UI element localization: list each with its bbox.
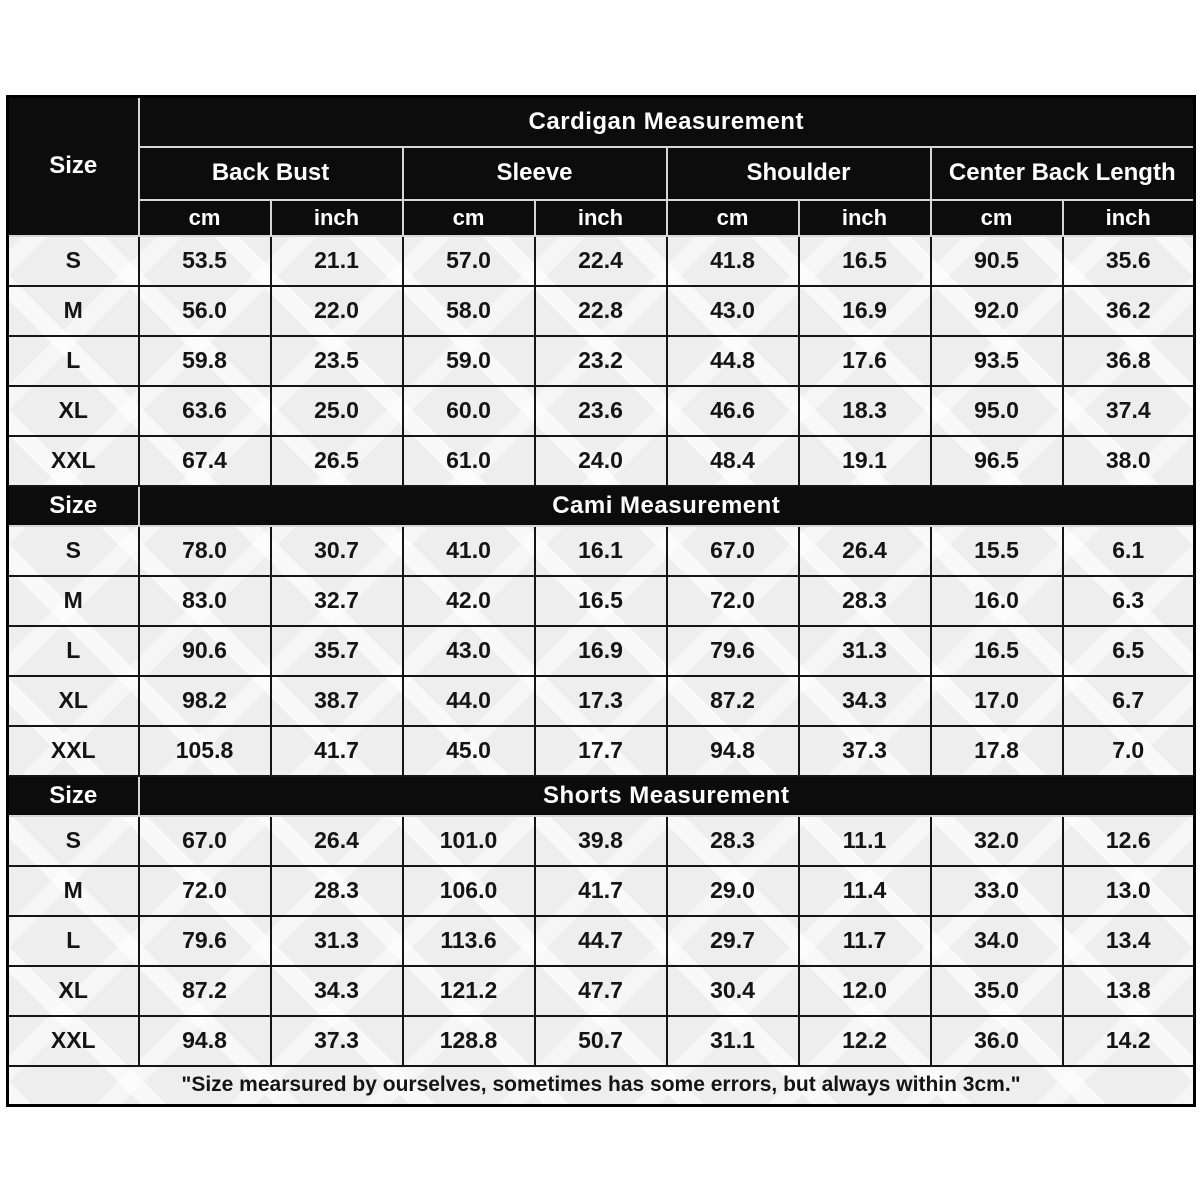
unit-header-cm: cm xyxy=(931,200,1063,236)
unit-header-cm: cm xyxy=(667,200,799,236)
value-cell: 29.7 xyxy=(667,916,799,966)
value-cell: 11.7 xyxy=(799,916,931,966)
value-cell: 67.0 xyxy=(667,526,799,576)
value-cell: 19.1 xyxy=(799,436,931,486)
value-cell: 30.7 xyxy=(271,526,403,576)
row-size-cell: M xyxy=(8,866,139,916)
value-cell: 79.6 xyxy=(667,626,799,676)
size-column-header: Size xyxy=(8,486,139,526)
value-cell: 72.0 xyxy=(139,866,271,916)
value-cell: 6.5 xyxy=(1063,626,1195,676)
value-cell: 36.2 xyxy=(1063,286,1195,336)
footnote-row xyxy=(8,1066,1195,1106)
row-size-cell: XL xyxy=(8,386,139,436)
value-cell: 58.0 xyxy=(403,286,535,336)
value-cell: 24.0 xyxy=(535,436,667,486)
value-cell: 94.8 xyxy=(667,726,799,776)
value-cell: 94.8 xyxy=(139,1016,271,1066)
value-cell: 60.0 xyxy=(403,386,535,436)
value-cell: 67.4 xyxy=(139,436,271,486)
row-size-cell: S xyxy=(8,236,139,286)
value-cell: 12.2 xyxy=(799,1016,931,1066)
value-cell: 12.0 xyxy=(799,966,931,1016)
table-row xyxy=(8,866,1195,916)
value-cell: 101.0 xyxy=(403,816,535,866)
value-cell: 67.0 xyxy=(139,816,271,866)
column-header-center-back-length: Center Back Length xyxy=(931,147,1195,200)
header-row-groups xyxy=(8,147,1195,200)
value-cell: 53.5 xyxy=(139,236,271,286)
value-cell: 16.5 xyxy=(931,626,1063,676)
value-cell: 26.4 xyxy=(799,526,931,576)
value-cell: 44.8 xyxy=(667,336,799,386)
value-cell: 33.0 xyxy=(931,866,1063,916)
table-row xyxy=(8,336,1195,386)
value-cell: 38.7 xyxy=(271,676,403,726)
row-size-cell: XXL xyxy=(8,436,139,486)
value-cell: 79.6 xyxy=(139,916,271,966)
section-title: Cami Measurement xyxy=(139,486,1195,526)
value-cell: 98.2 xyxy=(139,676,271,726)
size-column-header: Size xyxy=(8,97,139,236)
table-row xyxy=(8,676,1195,726)
table-row xyxy=(8,576,1195,626)
table-row xyxy=(8,916,1195,966)
table-row xyxy=(8,966,1195,1016)
unit-header-cm: cm xyxy=(139,200,271,236)
value-cell: 45.0 xyxy=(403,726,535,776)
value-cell: 72.0 xyxy=(667,576,799,626)
column-header-shoulder: Shoulder xyxy=(667,147,931,200)
table-row xyxy=(8,236,1195,286)
value-cell: 32.7 xyxy=(271,576,403,626)
value-cell: 50.7 xyxy=(535,1016,667,1066)
value-cell: 13.8 xyxy=(1063,966,1195,1016)
value-cell: 59.8 xyxy=(139,336,271,386)
value-cell: 22.8 xyxy=(535,286,667,336)
section-header-row xyxy=(8,486,1195,526)
table-row xyxy=(8,626,1195,676)
value-cell: 6.1 xyxy=(1063,526,1195,576)
value-cell: 39.8 xyxy=(535,816,667,866)
value-cell: 43.0 xyxy=(403,626,535,676)
value-cell: 106.0 xyxy=(403,866,535,916)
value-cell: 83.0 xyxy=(139,576,271,626)
value-cell: 37.3 xyxy=(271,1016,403,1066)
value-cell: 43.0 xyxy=(667,286,799,336)
value-cell: 34.0 xyxy=(931,916,1063,966)
value-cell: 21.1 xyxy=(271,236,403,286)
row-size-cell: XXL xyxy=(8,726,139,776)
size-column-header: Size xyxy=(8,776,139,816)
value-cell: 47.7 xyxy=(535,966,667,1016)
value-cell: 31.3 xyxy=(271,916,403,966)
value-cell: 35.7 xyxy=(271,626,403,676)
row-size-cell: S xyxy=(8,526,139,576)
value-cell: 13.0 xyxy=(1063,866,1195,916)
value-cell: 25.0 xyxy=(271,386,403,436)
unit-header-inch: inch xyxy=(799,200,931,236)
value-cell: 12.6 xyxy=(1063,816,1195,866)
value-cell: 96.5 xyxy=(931,436,1063,486)
value-cell: 63.6 xyxy=(139,386,271,436)
value-cell: 23.6 xyxy=(535,386,667,436)
value-cell: 7.0 xyxy=(1063,726,1195,776)
value-cell: 37.4 xyxy=(1063,386,1195,436)
value-cell: 11.4 xyxy=(799,866,931,916)
value-cell: 48.4 xyxy=(667,436,799,486)
value-cell: 11.1 xyxy=(799,816,931,866)
value-cell: 17.3 xyxy=(535,676,667,726)
value-cell: 29.0 xyxy=(667,866,799,916)
value-cell: 26.4 xyxy=(271,816,403,866)
value-cell: 121.2 xyxy=(403,966,535,1016)
value-cell: 22.4 xyxy=(535,236,667,286)
value-cell: 36.8 xyxy=(1063,336,1195,386)
table-row xyxy=(8,816,1195,866)
row-size-cell: XL xyxy=(8,676,139,726)
value-cell: 16.1 xyxy=(535,526,667,576)
value-cell: 128.8 xyxy=(403,1016,535,1066)
value-cell: 31.1 xyxy=(667,1016,799,1066)
unit-header-inch: inch xyxy=(271,200,403,236)
value-cell: 41.8 xyxy=(667,236,799,286)
table-row xyxy=(8,1016,1195,1066)
value-cell: 14.2 xyxy=(1063,1016,1195,1066)
footnote: "Size mearsured by ourselves, sometimes has some errors, but always within 3cm." xyxy=(8,1066,1195,1106)
value-cell: 13.4 xyxy=(1063,916,1195,966)
value-cell: 59.0 xyxy=(403,336,535,386)
section-header-row xyxy=(8,776,1195,816)
value-cell: 23.5 xyxy=(271,336,403,386)
unit-header-cm: cm xyxy=(403,200,535,236)
value-cell: 87.2 xyxy=(667,676,799,726)
value-cell: 95.0 xyxy=(931,386,1063,436)
section-title-cardigan: Cardigan Measurement xyxy=(139,97,1195,147)
value-cell: 28.3 xyxy=(667,816,799,866)
value-cell: 38.0 xyxy=(1063,436,1195,486)
value-cell: 41.7 xyxy=(535,866,667,916)
value-cell: 44.0 xyxy=(403,676,535,726)
row-size-cell: S xyxy=(8,816,139,866)
value-cell: 90.5 xyxy=(931,236,1063,286)
value-cell: 42.0 xyxy=(403,576,535,626)
value-cell: 87.2 xyxy=(139,966,271,1016)
value-cell: 17.8 xyxy=(931,726,1063,776)
row-size-cell: XXL xyxy=(8,1016,139,1066)
value-cell: 105.8 xyxy=(139,726,271,776)
value-cell: 90.6 xyxy=(139,626,271,676)
value-cell: 34.3 xyxy=(271,966,403,1016)
value-cell: 15.5 xyxy=(931,526,1063,576)
value-cell: 16.9 xyxy=(799,286,931,336)
value-cell: 18.3 xyxy=(799,386,931,436)
value-cell: 93.5 xyxy=(931,336,1063,386)
value-cell: 30.4 xyxy=(667,966,799,1016)
table-row xyxy=(8,436,1195,486)
value-cell: 37.3 xyxy=(799,726,931,776)
value-cell: 22.0 xyxy=(271,286,403,336)
value-cell: 17.6 xyxy=(799,336,931,386)
value-cell: 17.0 xyxy=(931,676,1063,726)
value-cell: 16.0 xyxy=(931,576,1063,626)
value-cell: 23.2 xyxy=(535,336,667,386)
table-row xyxy=(8,286,1195,336)
value-cell: 36.0 xyxy=(931,1016,1063,1066)
value-cell: 35.0 xyxy=(931,966,1063,1016)
value-cell: 61.0 xyxy=(403,436,535,486)
value-cell: 34.3 xyxy=(799,676,931,726)
row-size-cell: L xyxy=(8,336,139,386)
value-cell: 16.5 xyxy=(535,576,667,626)
section-title: Shorts Measurement xyxy=(139,776,1195,816)
value-cell: 35.6 xyxy=(1063,236,1195,286)
row-size-cell: M xyxy=(8,286,139,336)
value-cell: 17.7 xyxy=(535,726,667,776)
header-row-title xyxy=(8,97,1195,147)
value-cell: 57.0 xyxy=(403,236,535,286)
value-cell: 41.0 xyxy=(403,526,535,576)
value-cell: 46.6 xyxy=(667,386,799,436)
table-row xyxy=(8,386,1195,436)
header-row-units xyxy=(8,200,1195,236)
value-cell: 28.3 xyxy=(271,866,403,916)
value-cell: 26.5 xyxy=(271,436,403,486)
value-cell: 41.7 xyxy=(271,726,403,776)
value-cell: 6.7 xyxy=(1063,676,1195,726)
value-cell: 32.0 xyxy=(931,816,1063,866)
size-chart-table xyxy=(6,95,1196,1107)
row-size-cell: L xyxy=(8,626,139,676)
value-cell: 44.7 xyxy=(535,916,667,966)
column-header-sleeve: Sleeve xyxy=(403,147,667,200)
value-cell: 113.6 xyxy=(403,916,535,966)
value-cell: 16.9 xyxy=(535,626,667,676)
value-cell: 92.0 xyxy=(931,286,1063,336)
value-cell: 28.3 xyxy=(799,576,931,626)
column-header-back-bust: Back Bust xyxy=(139,147,403,200)
row-size-cell: XL xyxy=(8,966,139,1016)
unit-header-inch: inch xyxy=(535,200,667,236)
value-cell: 31.3 xyxy=(799,626,931,676)
value-cell: 6.3 xyxy=(1063,576,1195,626)
value-cell: 78.0 xyxy=(139,526,271,576)
value-cell: 16.5 xyxy=(799,236,931,286)
value-cell: 56.0 xyxy=(139,286,271,336)
row-size-cell: M xyxy=(8,576,139,626)
table-row xyxy=(8,526,1195,576)
table-row xyxy=(8,726,1195,776)
unit-header-inch: inch xyxy=(1063,200,1195,236)
row-size-cell: L xyxy=(8,916,139,966)
